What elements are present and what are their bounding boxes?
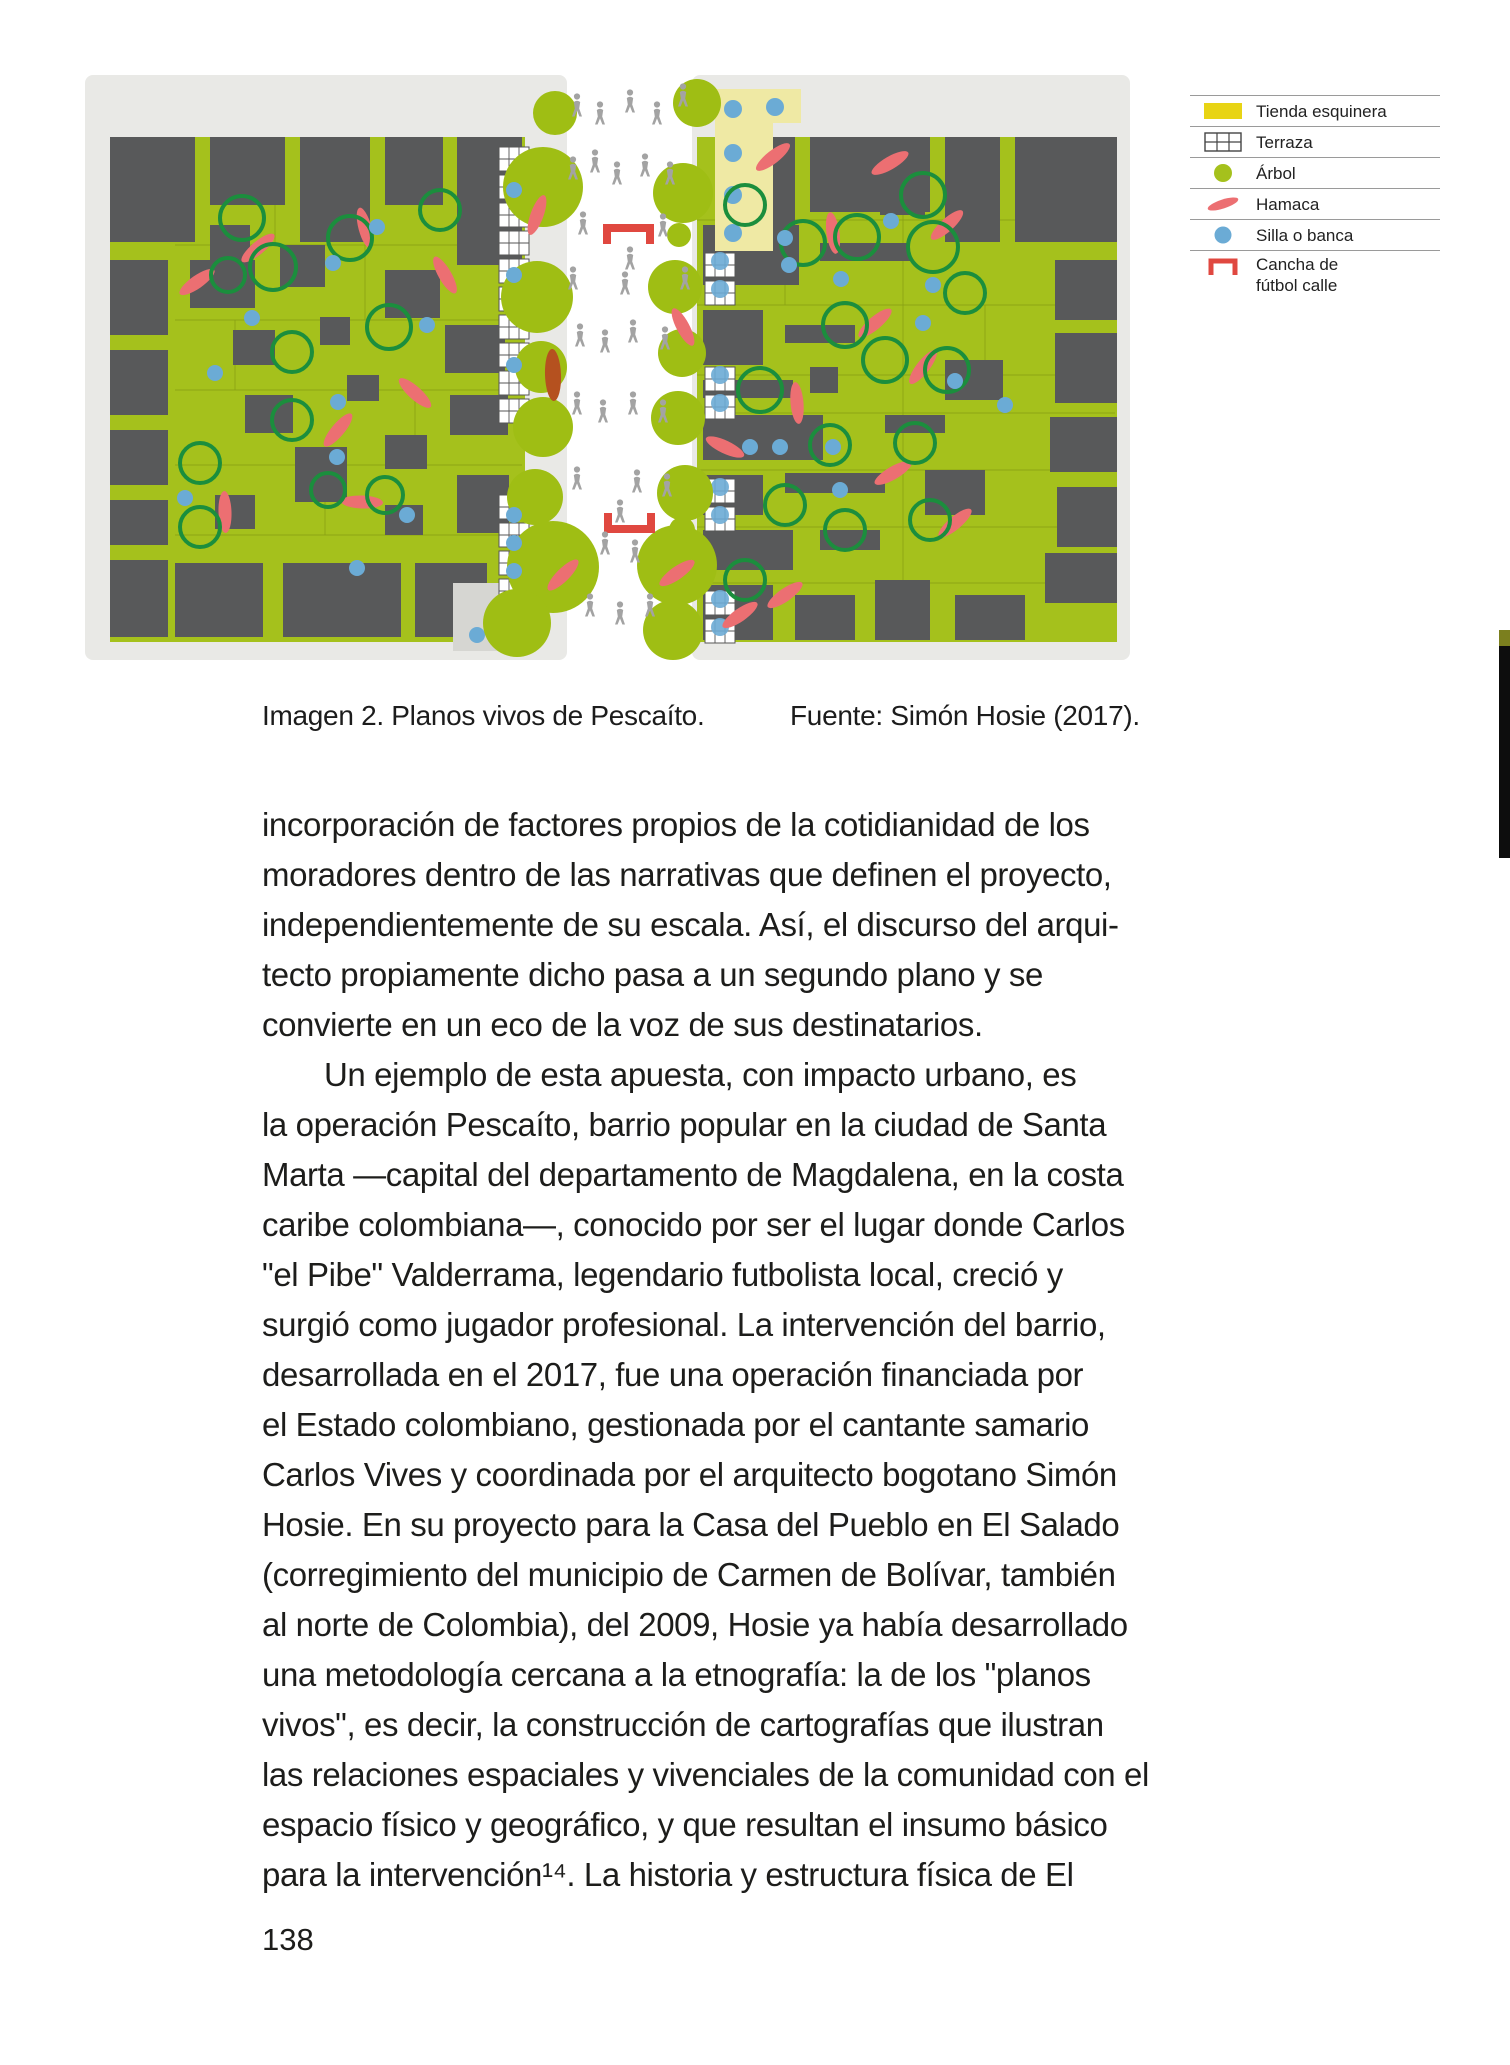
person-icon <box>625 246 635 269</box>
silla-icon <box>832 482 848 498</box>
body-line: Un ejemplo de esta apuesta, con impacto urbano, es <box>324 1056 1077 1093</box>
terraza-icon <box>705 394 735 419</box>
person-icon <box>578 211 588 234</box>
building-block <box>1045 553 1117 603</box>
silla-icon <box>506 535 522 551</box>
terraza-icon <box>1201 130 1245 154</box>
building-block <box>1015 137 1117 242</box>
body-line: moradores dentro de las narrativas que definen el proyecto, <box>262 856 1112 893</box>
building-block <box>785 325 855 343</box>
page-number: 138 <box>262 1922 314 1957</box>
legend-label: Terraza <box>1256 132 1313 152</box>
building-block <box>445 325 505 373</box>
legend-icon-cell <box>1190 192 1256 216</box>
silla-icon <box>724 224 742 242</box>
silla-icon <box>325 255 341 271</box>
body-line: independientemente de su escala. Así, el discurso del arqui- <box>262 906 1119 943</box>
building-block <box>925 470 985 515</box>
hamaca-icon <box>1201 192 1245 216</box>
legend-item <box>1190 126 1440 157</box>
terraza-icon <box>705 252 735 277</box>
silla-icon <box>883 213 899 229</box>
body-text <box>262 800 1222 1900</box>
building-block <box>110 350 168 415</box>
silla-icon <box>329 449 345 465</box>
body-line: convierte en un eco de la voz de sus destinatarios. <box>262 1006 983 1043</box>
body-line: (corregimiento del municipio de Carmen de Bolívar, también <box>262 1556 1116 1593</box>
silla-icon <box>369 219 385 235</box>
legend-icon-cell <box>1190 223 1256 247</box>
caption-source: Fuente: Simón Hosie (2017). <box>790 700 1140 731</box>
silla-icon <box>506 182 522 198</box>
map-legend <box>1190 95 1440 299</box>
person-icon <box>568 266 578 289</box>
person-icon <box>598 399 608 422</box>
legend-icon-cell <box>1190 161 1256 185</box>
silla-icon <box>925 277 941 293</box>
silla-icon <box>506 357 522 373</box>
body-line: Hosie. En su proyecto para la Casa del Pueblo en El Salado <box>262 1506 1120 1543</box>
person-icon <box>595 101 605 124</box>
cancha-icon <box>1201 254 1245 278</box>
body-line: vivos", es decir, la construcción de cartografías que ilustran <box>262 1706 1104 1743</box>
legend-item <box>1190 219 1440 250</box>
building-block <box>233 330 275 365</box>
building-block <box>385 435 427 469</box>
plan-map-figure <box>85 75 1130 660</box>
body-line: Marta —capital del departamento de Magdalena, en la costa <box>262 1156 1124 1193</box>
plan-map <box>85 75 1130 660</box>
page-edge-strip-top <box>1499 630 1510 646</box>
tienda-icon <box>1201 99 1245 123</box>
body-line: caribe colombiana—, conocido por ser el lugar donde Carlos <box>262 1206 1125 1243</box>
silla-icon <box>724 144 742 162</box>
person-icon <box>630 539 640 562</box>
silla-icon <box>506 563 522 579</box>
building-block <box>110 560 168 637</box>
terraza-icon <box>705 280 735 305</box>
person-icon <box>575 323 585 346</box>
building-block <box>283 563 401 637</box>
silla-icon <box>506 267 522 283</box>
building-block <box>875 580 930 640</box>
body-line: las relaciones espaciales y vivenciales de la comunidad con el <box>262 1756 1149 1793</box>
silla-icon <box>506 507 522 523</box>
building-block <box>110 137 195 242</box>
silla-icon <box>825 439 841 455</box>
terraza-icon <box>705 506 735 531</box>
terraza-icon <box>499 231 529 255</box>
silla-icon <box>724 100 742 118</box>
person-icon <box>640 153 650 176</box>
cancha-icon <box>608 513 651 529</box>
building-block <box>810 367 838 393</box>
body-line: espacio físico y geográfico, y que resultan el insumo básico <box>262 1806 1108 1843</box>
body-line: una metodología cercana a la etnografía: la de los "planos <box>262 1656 1091 1693</box>
silla-icon <box>177 490 193 506</box>
legend-icon-cell <box>1190 130 1256 154</box>
building-block <box>955 595 1025 640</box>
person-icon <box>620 271 630 294</box>
person-icon <box>572 466 582 489</box>
legend-item <box>1190 95 1440 126</box>
silla-icon <box>777 230 793 246</box>
person-icon <box>615 601 625 624</box>
arbol-icon <box>648 260 702 314</box>
silla-icon <box>330 394 346 410</box>
body-line: para la intervención¹⁴. La historia y estructura física de El <box>262 1856 1074 1893</box>
building-block <box>703 415 823 460</box>
legend-label: Hamaca <box>1256 194 1320 214</box>
building-block <box>320 317 350 345</box>
page-edge-strip <box>1499 630 1510 858</box>
person-icon <box>600 329 610 352</box>
building-block <box>110 430 168 485</box>
building-block <box>385 137 443 205</box>
legend-icon-cell <box>1190 99 1256 123</box>
body-line: al norte de Colombia), del 2009, Hosie ya había desarrollado <box>262 1606 1128 1643</box>
building-block <box>1055 333 1117 403</box>
arbol-icon <box>1201 161 1245 185</box>
person-icon <box>572 391 582 414</box>
body-line: surgió como jugador profesional. La intervención del barrio, <box>262 1306 1106 1343</box>
caption-title: Imagen 2. Planos vivos de Pescaíto. <box>262 700 705 731</box>
building-block <box>703 310 763 365</box>
legend-item <box>1190 188 1440 219</box>
body-line: tecto propiamente dicho pasa a un segundo plano y se <box>262 956 1043 993</box>
building-block <box>110 260 168 335</box>
person-icon <box>600 531 610 554</box>
person-icon <box>615 499 625 522</box>
arbol-icon <box>669 517 695 543</box>
body-line: Carlos Vives y coordinada por el arquitecto bogotano Simón <box>262 1456 1117 1493</box>
silla-icon <box>997 397 1013 413</box>
silla-icon <box>772 439 788 455</box>
body-line: el Estado colombiano, gestionada por el cantante samario <box>262 1406 1089 1443</box>
terraza-icon <box>705 366 735 391</box>
silla-icon <box>915 315 931 331</box>
person-icon <box>628 319 638 342</box>
building-block <box>1050 417 1117 472</box>
person-icon <box>590 149 600 172</box>
silla-icon <box>947 373 963 389</box>
body-line: "el Pibe" Valderrama, legendario futbolista local, creció y <box>262 1256 1063 1293</box>
body-line: desarrollada en el 2017, fue una operación financiada por <box>262 1356 1084 1393</box>
legend-icon-cell <box>1190 254 1256 278</box>
silla-icon <box>399 507 415 523</box>
person-icon <box>625 89 635 112</box>
silla-icon <box>349 560 365 576</box>
person-icon <box>612 161 622 184</box>
building-block <box>110 500 168 545</box>
silla-icon <box>244 310 260 326</box>
silla-icon <box>781 257 797 273</box>
arbol-icon <box>667 223 691 247</box>
arbol-icon <box>533 91 577 135</box>
arbol-icon <box>483 589 551 657</box>
legend-label: Silla o banca <box>1256 225 1354 245</box>
silla-icon <box>207 365 223 381</box>
silla-icon <box>742 439 758 455</box>
building-block <box>1057 487 1117 547</box>
building-block <box>1055 260 1117 320</box>
legend-label: Cancha de fútbol calle <box>1256 255 1339 295</box>
silla-icon <box>419 317 435 333</box>
arbol-icon <box>513 397 573 457</box>
building-block <box>385 270 440 318</box>
legend-label: Tienda esquinera <box>1256 101 1387 121</box>
body-line: incorporación de factores propios de la cotidianidad de los <box>262 806 1090 843</box>
legend-label: Árbol <box>1256 163 1296 183</box>
building-block <box>347 375 379 401</box>
legend-item <box>1190 250 1440 299</box>
cancha-icon <box>607 228 650 244</box>
person-icon <box>628 391 638 414</box>
silla-icon <box>766 98 784 116</box>
building-block <box>280 245 325 287</box>
person-icon <box>652 101 662 124</box>
silla-icon <box>1201 223 1245 247</box>
building-block <box>795 595 855 640</box>
arbol-icon <box>651 391 705 445</box>
building-block <box>175 563 263 637</box>
silla-icon <box>469 627 485 643</box>
silla-icon <box>833 271 849 287</box>
body-line: la operación Pescaíto, barrio popular en la ciudad de Santa <box>262 1106 1107 1143</box>
person-icon <box>632 469 642 492</box>
legend-item <box>1190 157 1440 188</box>
